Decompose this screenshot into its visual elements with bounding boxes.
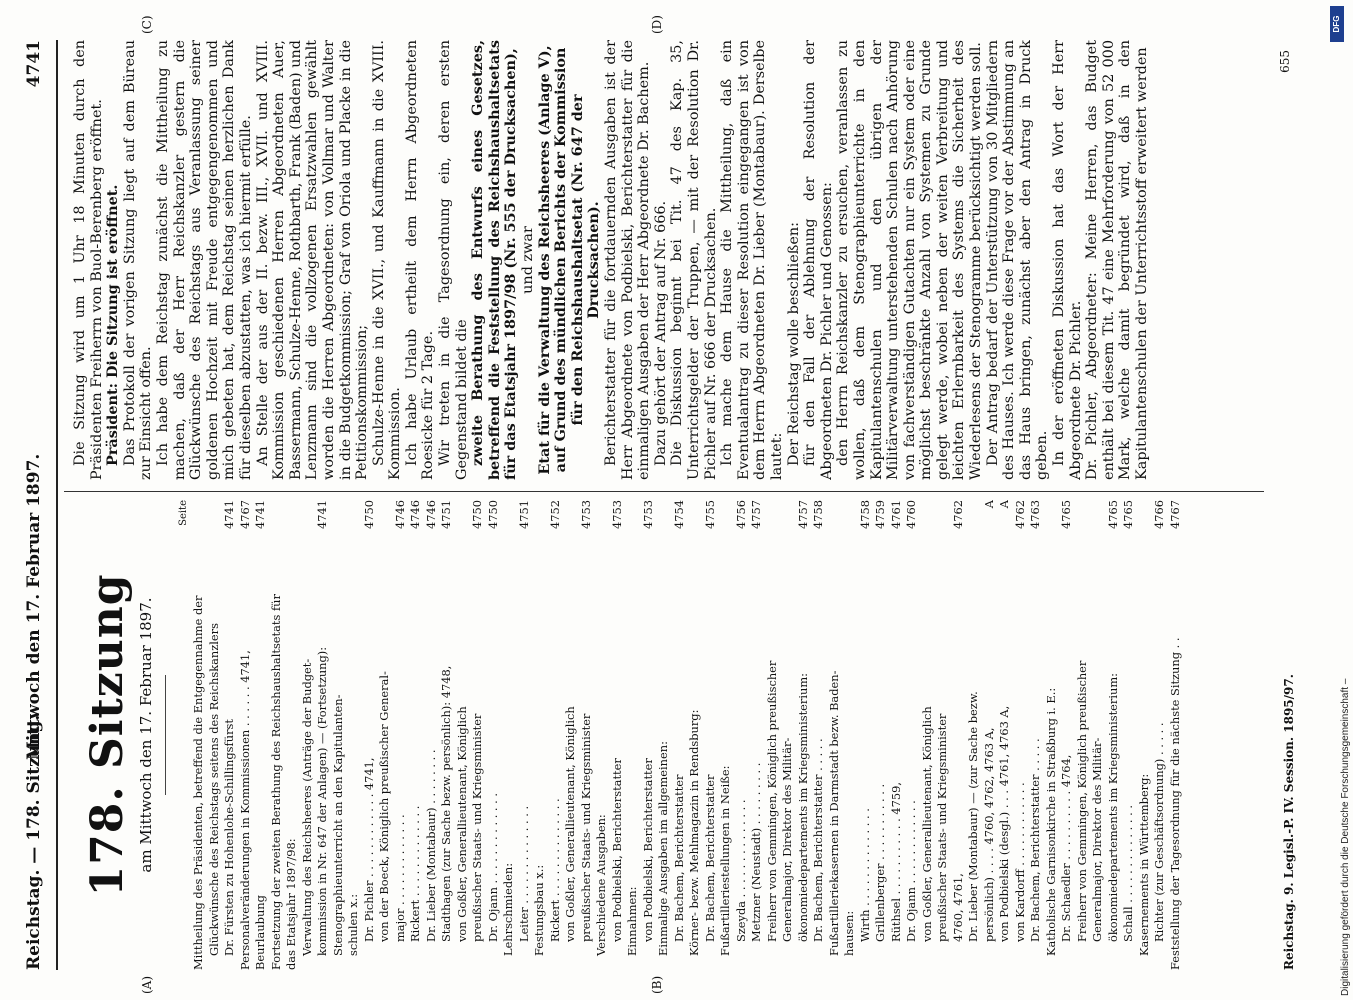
toc-row: [873, 500, 889, 970]
toc-entry-text: preußischer Staats- und Kriegsminister: [935, 713, 949, 942]
toc-entry-text: kommission in Nr. 647 der Anlagen) — (Fortsetzung):: [315, 646, 329, 956]
header-date: Mittwoch den 17. Februar 1897.: [24, 453, 44, 760]
footer-session-info: Reichstag. 9. Legisl.-P. IV. Session. 1895/97.: [1282, 674, 1296, 970]
toc-entry-page: [532, 500, 548, 570]
toc-entry-page: 4746: [423, 500, 438, 529]
toc-entry-text: das Etatsjahr 1897/98:: [284, 838, 298, 970]
toc-row: [331, 500, 347, 970]
toc-entry-page: [920, 500, 936, 570]
toc-entry-page: [269, 500, 285, 570]
toc-row: [951, 500, 967, 970]
toc-entry-page: 4766: [1152, 500, 1166, 529]
dfg-logo: [1330, 6, 1344, 42]
toc-entry-page: [191, 500, 207, 570]
toc-entry-page: [656, 500, 672, 570]
header-left: Reichstag. — 178. Sitzung.: [24, 714, 44, 970]
toc-entry-page: [718, 500, 734, 570]
toc-row: [842, 500, 858, 970]
toc-entry-text: Verwaltung des Reichsheeres (Anträge der Budget-: [299, 658, 314, 956]
toc-entry-page: 4753: [578, 500, 593, 529]
body-paragraph: Ich habe Urlaub ertheilt dem Herrn Abgeordneten Roesicke für 2 Tage.: [403, 40, 437, 480]
toc-entry-text: major . . . . . . . . . . . . .: [392, 814, 407, 942]
session-title: 178. Sitzung: [82, 573, 133, 897]
dfg-logo-text: DFG: [1332, 15, 1341, 33]
toc-entry-page: 4761: [888, 500, 903, 529]
toc-row: [796, 500, 812, 970]
page-number: 4741: [24, 40, 44, 88]
toc-row: [765, 500, 781, 970]
toc-row: [982, 500, 998, 970]
toc-row: [191, 500, 207, 970]
left-column: [72, 500, 1262, 970]
body-paragraph: Der Reichstag wolle beschließen:: [785, 221, 802, 466]
toc-entry-text: Freiherr von Gemmingen, Königlich preußischer: [764, 660, 779, 942]
toc-row: [1090, 500, 1106, 970]
toc-entry-page: 4746: [392, 500, 407, 529]
toc-entry-text: Personalveränderungen in Kommissionen . . . . . . 4741,: [237, 650, 252, 970]
toc-entry-text: Rickert . . . . . . . . . . . . . .: [547, 798, 562, 942]
body-paragraph: Wir treten in die Tagesordnung ein, deren ersten Gegenstand bildet die: [437, 40, 470, 480]
toc-row: [238, 500, 254, 970]
toc-entry-text: von Goßler, Generallieutenant, Königlich: [454, 706, 469, 942]
toc-row: [858, 500, 874, 970]
toc-row: [563, 500, 579, 970]
toc-entry-text: Stadthagen (zur Sache bezw. persönlich): 4748,: [439, 665, 453, 942]
toc-entry-text: Schall . . . . . . . . . . . . . .: [1121, 805, 1135, 942]
table-of-contents: [191, 500, 1183, 970]
body-paragraph: und zwar: [520, 226, 537, 294]
toc-row: [1044, 500, 1060, 970]
body-paragraph: den Herrn Reichskanzler zu ersuchen, veranlassen zu wollen, daß dem Stenographieunterrichte in den Kapitulantenschulen und den übrigen der Militärverwaltung unterstehenden Schulen nach Anhörung von fachverständigen Gutachten nur ein System oder eine möglichst beschränkte Anzahl von Systemen zu Grunde gelegt werde, wobei neben der weiten Verbreitung und leichten Erlernbarkeit des Systems die Sicherheit des Wiederlesens der Stenogramme berücksichtigt werden soll.: [835, 40, 985, 480]
body-paragraph: Die Sitzung wird um 1 Uhr 18 Minuten durch den Präsidenten Freiherrn von Buol-Berenberg eröffnet.: [72, 40, 105, 480]
toc-entry-text: Dr. Bachem, Berichterstatter . . . . .: [1028, 738, 1042, 942]
toc-entry-page: 4757: [749, 500, 763, 529]
toc-row: [222, 500, 238, 970]
margin-mark-c: (C): [140, 15, 154, 34]
toc-entry-page: [687, 500, 703, 570]
toc-entry-text: Dr. Bachem, Berichterstatter . . . . .: [811, 738, 825, 942]
toc-row: [749, 500, 765, 970]
toc-entry-page: 4753: [640, 500, 655, 529]
toc-entry-page: 4762: [1012, 500, 1027, 529]
body-paragraph: Berichterstatter für die fortdauernden Ausgaben ist der Herr Abgeordnete von Podbielski, Berichterstatter für die einmaligen Ausgaben der Herr Abgeordnete Dr. Bachem.: [603, 40, 653, 480]
body-paragraph: Die Diskussion beginnt bei Tit. 47 des Kap. 35, Unterrichtsgelder der Truppen, — mit der Resolution Dr. Pichler auf Nr. 666 der Drucksachen.: [669, 40, 719, 480]
toc-entry-page: [331, 500, 347, 570]
toc-entry-text: Mittheilung des Präsidenten, betreffend die Entgegennahme der: [191, 595, 205, 970]
toc-entry-text: Fußartilleriestellungen in Neiße:: [718, 765, 732, 956]
toc-entry-page: [827, 500, 843, 570]
toc-row: [362, 500, 378, 970]
toc-entry-text: Generalmajor, Direktor des Militär-: [1090, 737, 1104, 942]
body-paragraph: Das Protokoll der vorigen Sitzung liegt auf dem Büreau zur Einsicht offen.: [121, 40, 155, 480]
toc-row: [532, 500, 548, 970]
toc-entry-page: 4765: [1121, 500, 1135, 529]
toc-entry-page: [1044, 500, 1060, 570]
toc-entry-text: ökonomiedepartements im Kriegsministerium:: [1105, 673, 1120, 942]
toc-entry-text: Dr. Lieber (Montabaur) . . . . . . . .: [423, 749, 438, 942]
toc-row: [517, 500, 533, 970]
toc-entry-page: [284, 500, 300, 570]
toc-entry-text: Leiter . . . . . . . . . . . . . .: [516, 805, 531, 942]
dfg-watermark: [1326, 6, 1350, 996]
toc-entry-text: Körner- bezw. Mehlmagazin in Rendsburg:: [687, 709, 701, 956]
toc-entry-text: von Goßler, Generallieutenant, Königlich: [919, 706, 934, 942]
toc-entry-text: Glückwünsche des Reichstags seitens des Reichskanzlers: [206, 623, 221, 956]
toc-entry-page: A: [997, 500, 1011, 509]
toc-entry-text: Grillenberger . . . . . . . . . . .: [873, 783, 887, 942]
toc-row: [1106, 500, 1122, 970]
toc-row: [703, 500, 719, 970]
toc-entry-page: 4750: [485, 500, 500, 529]
toc-entry-text: Stenographieunterricht an den Kapitulanten-: [330, 694, 345, 956]
toc-entry-text: Lehrschmieden:: [501, 862, 515, 956]
toc-row: [672, 500, 688, 970]
toc-entry-text: Metzner (Neustadt) . . . . . . . . .: [749, 762, 763, 942]
toc-row: [424, 500, 440, 970]
margin-mark-d: (D): [650, 15, 664, 34]
toc-entry-page: [377, 500, 393, 570]
toc-entry-page: 4746: [408, 500, 422, 529]
toc-entry-text: Einnahmen:: [625, 886, 639, 956]
toc-row: [315, 500, 331, 970]
toc-row: [687, 500, 703, 970]
toc-row: [393, 500, 409, 970]
toc-row: [579, 500, 595, 970]
column-divider: [64, 491, 1264, 492]
toc-row: [470, 500, 486, 970]
toc-entry-page: 4759: [873, 500, 887, 529]
body-paragraph: Der Antrag bedarf der Unterstützung von 30 Mitgliedern des Hauses. Ich werde diese Frage vor der Abstimmung an das Haus bringen, zunächst aber den Antrag in Druck geben.: [984, 40, 1051, 480]
toc-entry-page: [501, 500, 517, 570]
toc-entry-page: [966, 500, 982, 570]
toc-entry-page: 4767: [1167, 500, 1182, 529]
body-paragraph: Präsident: Die Sitzung ist eröffnet.: [104, 184, 122, 466]
toc-entry-page: 4757: [795, 500, 810, 529]
toc-entry-page: [1090, 500, 1106, 570]
toc-entry-text: von Podbielski, Berichterstatter: [640, 758, 655, 942]
toc-entry-page: 4750: [470, 500, 484, 529]
toc-entry-text: Kasernements in Württemberg:: [1136, 773, 1151, 956]
toc-row: [1121, 500, 1137, 970]
toc-entry-page: [765, 500, 781, 570]
body-paragraph: Etat für die Verwaltung des Reichsheeres (Anlage V), auf Grund des mündlichen Berichts der Kommission für den Reichshaushaltsetat (Nr. 647 der Drucksachen).: [535, 45, 603, 475]
toc-entry-page: 4751: [516, 500, 531, 529]
toc-entry-page: 4753: [609, 500, 624, 529]
toc-entry-page: [625, 500, 641, 570]
toc-row: [408, 500, 424, 970]
toc-entry-page: 4751: [439, 500, 453, 529]
toc-entry-page: [1075, 500, 1091, 570]
toc-entry-text: Verschiedene Ausgaben:: [594, 814, 608, 956]
toc-row: [1075, 500, 1091, 970]
body-paragraph: für den Fall der Ablehnung der Resolution der Abgeordneten Dr. Pichler und Genossen:: [802, 40, 835, 480]
toc-entry-text: Rüthsel . . . . . . . . . . . 4759,: [888, 782, 903, 942]
margin-mark-b: (B): [650, 975, 664, 994]
toc-entry-page: 4762: [950, 500, 965, 529]
toc-entry-text: Szeyda . . . . . . . . . . . . . .: [733, 799, 748, 942]
toc-row: [966, 500, 982, 970]
toc-entry-text: hausen:: [842, 910, 856, 956]
toc-row: [455, 500, 471, 970]
body-paragraph: Dazu gehört der Antrag auf Nr. 666.: [652, 200, 669, 466]
toc-entry-text: Beurlaubung: [253, 895, 267, 970]
toc-entry-page: 4741: [253, 500, 267, 529]
toc-entry-text: von Podbielski (desgl.) . . . 4761, 4763 A,: [997, 705, 1011, 942]
toc-entry-page: 4765: [1059, 500, 1073, 529]
toc-entry-text: von Goßler, Generallieutenant, Königlich: [563, 706, 577, 942]
toc-entry-text: von Podbielski, Berichterstatter: [609, 758, 624, 942]
toc-row: [904, 500, 920, 970]
toc-entry-page: 4767: [237, 500, 252, 529]
toc-entry-page: 4756: [733, 500, 748, 529]
toc-entry-text: preußischer Staats- und Kriegsminister: [470, 713, 484, 942]
toc-entry-page: 4741: [315, 500, 329, 529]
body-paragraph: Schulze-Henne in die XVII., und Kauffmann in die XVIII. Kommission.: [370, 40, 404, 480]
running-header: [20, 40, 56, 970]
toc-entry-text: Dr. Bachem, Berichterstatter: [671, 774, 686, 942]
toc-row: [377, 500, 393, 970]
toc-entry-page: 4755: [702, 500, 717, 529]
toc-entry-page: [935, 500, 951, 570]
toc-entry-text: preußischer Staats- und Kriegsminister: [578, 713, 593, 942]
toc-entry-page: 4765: [1105, 500, 1120, 529]
toc-entry-text: Dr. Pichler . . . . . . . . . . . . 4741,: [361, 757, 376, 942]
body-paragraph: Dr. Pichler, Abgeordneter: Meine Herren, das Budget enthält bei diesem Tit. 47 eine Mehrforderung von 52 000 Mark, welche damit begründet wird, daß in den Kapitulantenschulen der Unterrichtsstoff erweitert werden: [1084, 40, 1150, 480]
toc-row: [920, 500, 936, 970]
toc-row: [656, 500, 672, 970]
toc-row: [734, 500, 750, 970]
toc-entry-text: von Kardorff . . . . . . . . . . . .: [1012, 782, 1027, 942]
right-column-body: [72, 40, 1262, 480]
toc-row: [284, 500, 300, 970]
session-subtitle: am Mittwoch den 17. Februar 1897.: [137, 597, 155, 873]
toc-row: [253, 500, 269, 970]
toc-entry-page: [563, 500, 579, 570]
toc-entry-page: 4763: [1028, 500, 1042, 529]
toc-entry-page: [1137, 500, 1153, 570]
header-rule: [56, 40, 58, 970]
toc-entry-text: schulen x.:: [346, 893, 360, 956]
toc-row: [1028, 500, 1044, 970]
toc-row: [1013, 500, 1029, 970]
toc-entry-text: Richter (zur Geschäftsordnung) . . . . .: [1152, 722, 1166, 942]
toc-entry-page: [300, 500, 316, 570]
toc-entry-page: 4760: [904, 500, 918, 529]
toc-entry-page: 4750: [361, 500, 376, 529]
toc-row: [269, 500, 285, 970]
toc-entry-text: Dr. Ojann . . . . . . . . . . . . .: [485, 792, 500, 942]
toc-row: [718, 500, 734, 970]
toc-entry-text: Rickert . . . . . . . . . . . . .: [408, 805, 422, 942]
toc-entry-text: ökonomiedepartements im Kriegsministerium:: [795, 673, 810, 942]
printer-signature: 655: [1278, 50, 1292, 73]
toc-entry-page: [594, 500, 610, 570]
toc-entry-page: [207, 500, 223, 570]
toc-entry-page: 4741: [222, 500, 236, 529]
toc-entry-page: [842, 500, 858, 570]
body-paragraph: Ich mache dem Hause die Mittheilung, daß ein Eventualantrag zu dieser Resolution eingegangen ist von dem Herrn Abgeordneten Dr. Lieber (Montabaur). Derselbe lautet:: [719, 40, 785, 480]
toc-row: [935, 500, 951, 970]
toc-row: [1059, 500, 1075, 970]
margin-mark-a: (A): [140, 975, 154, 994]
toc-row: [1137, 500, 1153, 970]
toc-entry-text: Fortsetzung der zweiten Berathung des Reichshaushaltsetats für: [268, 594, 283, 970]
toc-row: [1152, 500, 1168, 970]
toc-entry-text: Katholische Garnisonkirche in Straßburg i. E.:: [1043, 687, 1058, 956]
toc-entry-text: Wirth . . . . . . . . . . . . . .: [857, 808, 872, 942]
toc-entry-text: Feststellung der Tagesordnung für die nächste Sitzung . .: [1167, 637, 1182, 970]
toc-entry-text: Festungsbau x.:: [532, 864, 546, 956]
toc-entry-text: Dr. Schaedler . . . . . . . . . . 4764,: [1059, 754, 1073, 942]
body-paragraph: zweite Berathung des Entwurfs eines Gesetzes, betreffend die Feststellung des Reichshaushaltsetats für das Etatsjahr 1897/98 (Nr. 555 der Drucksachen),: [469, 40, 520, 480]
toc-entry-text: Dr. Ojann . . . . . . . . . . . .: [904, 800, 918, 942]
toc-row: [780, 500, 796, 970]
toc-row: [501, 500, 517, 970]
toc-entry-page: A: [981, 500, 996, 509]
toc-entry-text: Dr. Lieber (Montabaur) — (zur Sache bezw.: [966, 691, 980, 942]
toc-entry-page: 4754: [671, 500, 686, 529]
toc-page-label: Seite: [178, 500, 189, 526]
toc-entry-page: [346, 500, 362, 570]
toc-row: [207, 500, 223, 970]
toc-entry-text: Generalmajor, Direktor des Militär-: [780, 737, 794, 942]
toc-row: [610, 500, 626, 970]
body-paragraph: Ich habe dem Reichstag zunächst die Mittheilung zu machen, daß der Herr Reichskanzler gestern die Glückwünsche des Reichstags aus Veranlassung seiner goldenen Hochzeit mit Freude entgegengenommen und mich gebeten hat, dem Reichstag seinen herzlichen Dank für dieselben abzustatten, was ich hiermit erfülle.: [154, 40, 254, 480]
toc-row: [997, 500, 1013, 970]
toc-row: [594, 500, 610, 970]
dfg-watermark-text: Digitalisierung gefördert durch die Deutsche Forschungsgemeinschaft –: [1340, 678, 1351, 996]
toc-entry-text: Dr. Bachem, Berichterstatter: [702, 774, 717, 942]
toc-row: [486, 500, 502, 970]
toc-entry-text: von der Boeck, Königlich preußischer General-: [377, 671, 391, 942]
toc-row: [1168, 500, 1184, 970]
toc-row: [300, 500, 316, 970]
toc-row: [346, 500, 362, 970]
toc-entry-text: Einmalige Ausgaben im allgemeinen:: [656, 741, 670, 956]
toc-row: [439, 500, 455, 970]
toc-entry-page: [455, 500, 471, 570]
toc-row: [548, 500, 564, 970]
toc-entry-text: Fußartilleriekasernen in Darmstadt bezw. Baden-: [826, 670, 841, 956]
toc-entry-page: 4752: [547, 500, 562, 529]
body-paragraph: An Stelle der aus der II. bezw. III., XVII. und XVIII. Kommission geschiedenen Herren Abgeordneten Auer, Bassermann, Schulze-Henne, Rothbarth, Frank (Baden) und Lenzmann sind die vollzogenen Ersatzwahlen gewählt worden die Herren Abgeordneten: von Vollmar und Walter in die Budgetkommission; Graf von Oriola und Placke in die Petitionskommission;: [254, 40, 371, 480]
title-rule: [165, 675, 166, 795]
toc-entry-page: 4758: [811, 500, 825, 529]
toc-row: [625, 500, 641, 970]
toc-row: [641, 500, 657, 970]
toc-entry-text: 4760, 4761,: [950, 873, 965, 942]
toc-row: [811, 500, 827, 970]
toc-entry-text: persönlich) . . . . 4760, 4762, 4763 A,: [981, 727, 996, 942]
toc-row: [827, 500, 843, 970]
toc-entry-text: Dr. Fürsten zu Hohenlohe-Schillingsfürst: [222, 719, 236, 956]
toc-entry-text: Freiherr von Gemmingen, Königlich preußischer: [1074, 660, 1089, 942]
toc-entry-page: [780, 500, 796, 570]
toc-entry-page: 4758: [857, 500, 872, 529]
toc-row: [889, 500, 905, 970]
body-paragraph: In der eröffneten Diskussion hat das Wort der Herr Abgeordnete Dr. Pichler.: [1051, 40, 1084, 480]
